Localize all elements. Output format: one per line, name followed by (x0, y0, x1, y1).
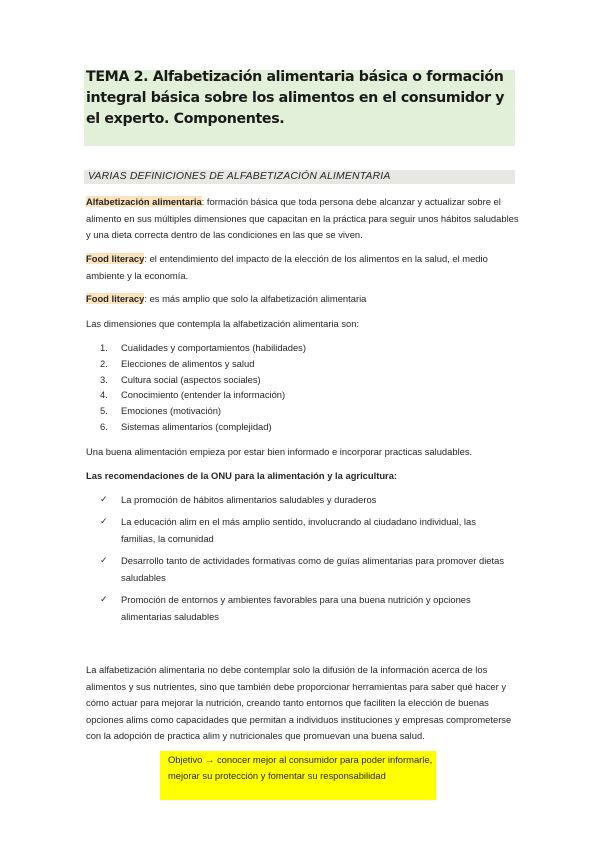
dimensions-list (100, 340, 306, 435)
definition-text: el entendimiento del impacto de la elección de los alimentos en la salud, el medio ambiente y la economía. (86, 253, 488, 281)
definition-text: es más amplio que solo la alfabetización alimentaria (149, 293, 367, 304)
good-diet-text: Una buena alimentación empieza por estar bien informado e incorporar practicas saludables. (86, 446, 473, 457)
definition-text: formación básica que toda persona debe alcanzar y actualizar sobre el alimento en sus múltiples dimensiones que capacitan en la práctica para seguir unos hábitos saludables y una dieta correcta dentro de las condiciones en las que se viven. (86, 196, 519, 241)
definition-3: Food literacy: es más amplio que solo la alfabetización alimentaria (86, 293, 367, 304)
section-title: VARIAS DEFINICIONES DE ALFABETIZACIÓN ALIMENTARIA (88, 171, 391, 182)
list-item: ✓ Desarrollo tanto de actividades formativas como de guías alimentarias para promover dietas saludables (100, 552, 520, 586)
list-item: 6. Sistemas alimentarios (complejidad) (100, 420, 272, 432)
page-title: TEMA 2. Alfabetización alimentaria básica o formación integral básica sobre los alimentos en el consumidor y el experto. Componentes. (86, 69, 505, 127)
list-item: ✓ La educación alim en el más amplio sentido, involucrando al ciudadano individual, las familias, la comunidad (100, 513, 520, 547)
check-icon: ✓ (100, 516, 108, 526)
list-item: 5. Emociones (motivación) (100, 405, 222, 417)
list-item: ✓ Promoción de entornos y ambientes favorables para una buena nutrición y opciones alimentarias saludables (100, 591, 520, 625)
objective-box: Objetivo → conocer mejor al consumidor para poder informarle, mejorar su protección y fomentar su responsabilidad (160, 751, 436, 800)
dimensions-intro: Las dimensiones que contempla la alfabetización alimentaria son: (86, 318, 360, 329)
check-icon: ✓ (100, 555, 108, 565)
definition-term: Alfabetización alimentaria (86, 196, 202, 207)
list-item: 3. Cultura social (aspectos sociales) (100, 373, 261, 385)
list-item: ✓ La promoción de hábitos alimentarios saludables y duraderos (100, 491, 520, 508)
definition-term: Food literacy (86, 253, 145, 264)
definition-1: Alfabetización alimentaria: formación básica que toda persona debe alcanzar y actualizar sobre el alimento en sus múltiples dimensiones que capacitan en la práctica para seguir unos hábitos saludables y una dieta correcta dentro de las condiciones en las que se viven. (86, 196, 519, 241)
definition-2: Food literacy: el entendimiento del impacto de la elección de los alimentos en la salud, el medio ambiente y la economía. (86, 253, 488, 281)
check-icon: ✓ (100, 594, 108, 604)
list-item: 2. Elecciones de alimentos y salud (100, 357, 255, 369)
recommendations-list (100, 491, 520, 630)
list-item: 4. Conocimiento (entender la información) (100, 389, 286, 401)
closing-paragraph: La alfabetización alimentaria no debe contemplar solo la difusión de la información acerca de los alimentos y sus nutrientes, sino que también debe proporcionar herramientas para saber qué hacer y cómo actuar para mejorar la nutrición, creando tanto entornos que faciliten la elección de buenas opciones alims como capacidades que permitan a individuos instituciones y empresas comprometerse con la adopción de practica alim y nutricionales que promuevan una buena salud. (86, 664, 512, 742)
definition-term: Food literacy (86, 293, 145, 304)
recommendations-heading: Las recomendaciones de la ONU para la alimentación y la agricultura: (86, 470, 398, 481)
list-item: 1. Cualidades y comportamientos (habilidades) (100, 342, 306, 353)
check-icon: ✓ (100, 494, 108, 504)
